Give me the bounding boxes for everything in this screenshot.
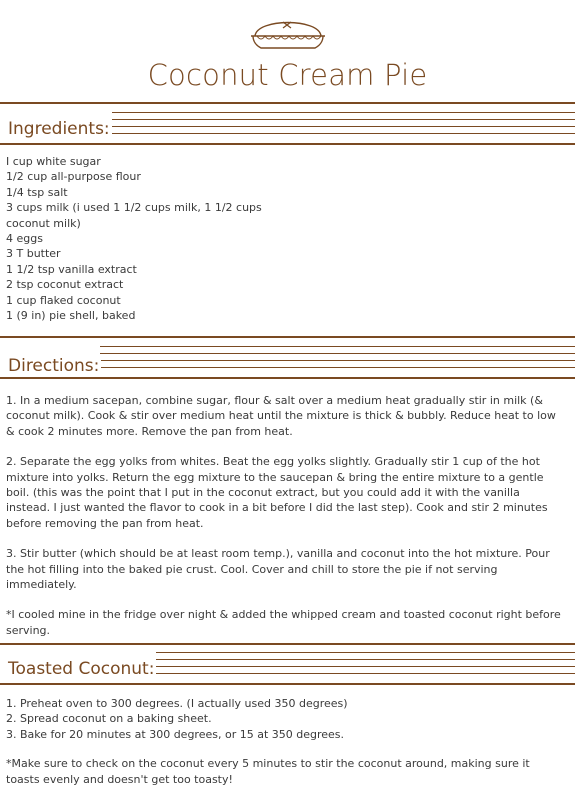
list-item: 4 eggs (6, 232, 43, 246)
list-item: coconut milk) (6, 216, 81, 230)
toasted-text (6, 696, 566, 787)
toasted-note: *Make sure to check on the coconut every 5 minutes to stir the coconut around, making sure it toasts evenly and doesn't get too toasty! (6, 757, 530, 786)
ingredients-heading: Ingredients: (8, 119, 110, 139)
direction-note: *I cooled mine in the fridge over night & added the whipped cream and toasted coconut right before serving. (6, 608, 561, 637)
toasted-heading: Toasted Coconut: (8, 659, 155, 679)
list-item: 3 T butter (6, 247, 61, 261)
list-item: 1/2 cup all-purpose flour (6, 170, 141, 184)
direction-step: 2. Separate the egg yolks from whites. Beat the egg yolks slightly. Gradually stir 1 cup of the hot mixture into yolks. Return the egg mixture to the saucepan & bring the entire mixture to a gentle boil. (this was the point that I put in the coconut extract, but you could add it with the vanilla instead. I just wanted the flavor to cook in a bit before I did the last step). Cook and stir 2 minutes before removing the pan from heat. (6, 455, 548, 530)
toasted-step: 2. Spread coconut on a baking sheet. (6, 712, 212, 726)
direction-step: 3. Stir butter (which should be at least room temp.), vanilla and coconut into the hot mixture. Pour the hot filling into the baked pie crust. Cool. Cover and chill to store the pie if not serving immediately. (6, 547, 550, 592)
page-title: Coconut Cream Pie (147, 58, 428, 92)
list-item: 3 cups milk (i used 1 1/2 cups milk, 1 1/2 cups (6, 201, 262, 215)
directions-heading: Directions: (8, 356, 100, 376)
list-item: 1 1/2 tsp vanilla extract (6, 262, 137, 276)
directions-text (6, 393, 566, 638)
list-item: 1 (9 in) pie shell, baked (6, 309, 136, 323)
direction-step: 1. In a medium sacepan, combine sugar, flour & salt over a medium heat gradually stir in milk (& coconut milk). Cook & stir over medium heat until the mixture is thick & bubbly. Reduce heat to low & cook 2 minutes more. Remove the pan from heat. (6, 394, 556, 438)
list-item: 1/4 tsp salt (6, 185, 68, 199)
list-item: 2 tsp coconut extract (6, 278, 124, 292)
toasted-step: 3. Bake for 20 minutes at 300 degrees, or 15 at 350 degrees. (6, 727, 345, 741)
ingredients-list (6, 154, 566, 323)
list-item: 1 cup flaked coconut (6, 293, 121, 307)
list-item: I cup white sugar (6, 155, 101, 168)
toasted-step: 1. Preheat oven to 300 degrees. (I actually used 350 degrees) (6, 697, 348, 710)
pie-icon (247, 12, 329, 52)
